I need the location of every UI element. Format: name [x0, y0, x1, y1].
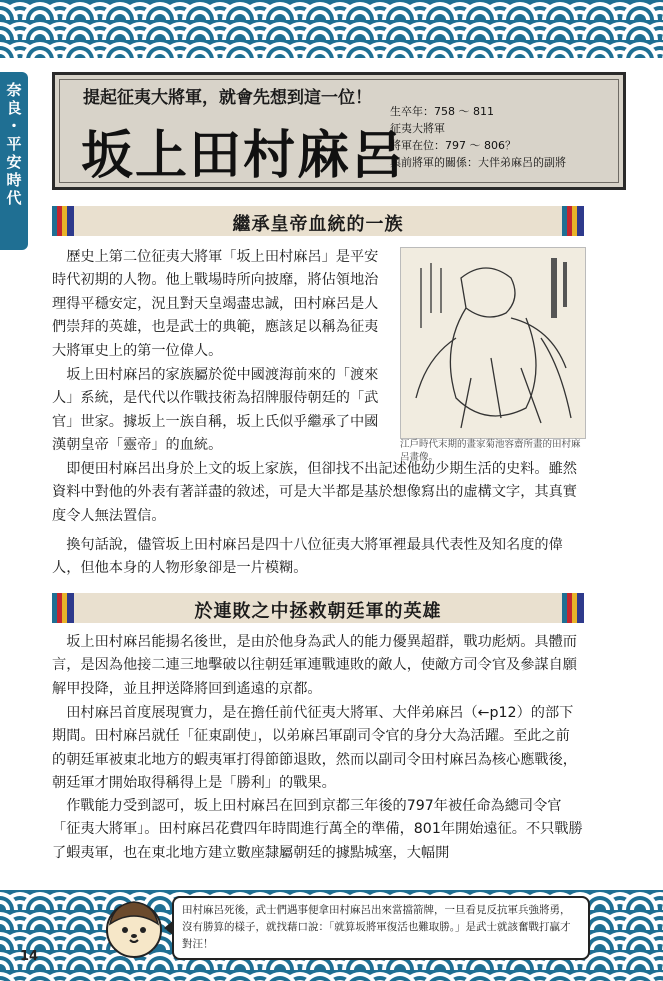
- title-box: [52, 72, 626, 190]
- paragraph: 作戰能力受到認可，坂上田村麻呂在回到京都三年後的797年被任命為總司令官「征夷大將軍」。田村麻呂花費四年時間進行萬全的準備，801年開始遠征。不只戰勝了蝦夷軍，也在東北地方建立數座隸屬朝廷的據點城塞，大幅開: [52, 798, 583, 861]
- section-heading-1: [52, 206, 584, 236]
- shogun-name: 坂上田村麻呂: [81, 125, 406, 186]
- page-number: 14: [20, 949, 39, 964]
- fact-lifespan: 生卒年：758 ～ 811: [390, 105, 494, 118]
- paragraph: 田村麻呂首度展現實力，是在擔任前代征夷大將軍、大伴弟麻呂（←p12）的部下期間。田村麻呂就任「征東副使」，以弟麻呂軍副司令官的身分大為活躍。至此之前的朝廷軍被東北地方的蝦夷軍打得節節退敗，然而以副司令田村麻呂為核心應戰後，朝廷軍才開始取得稱得上是「勝利」的戰果。: [52, 705, 577, 792]
- paragraph: 坂上田村麻呂的家族屬於從中國渡海前來的「渡來人」系統，是代代以作戰技術為招牌服侍朝廷的「武官」世家。據坂上一族自稱，坂上氏似乎繼承了中國漢朝皇帝「靈帝」的血統。: [52, 367, 379, 454]
- paragraph: 換句話說，儘管坂上田村麻呂是四十八位征夷大將軍裡最具代表性及知名度的偉人，但他本身的人物形象卻是一片模糊。: [52, 537, 563, 577]
- dog-mascot-icon: [102, 896, 166, 960]
- era-side-tab: [0, 72, 28, 250]
- section-title: 於連敗之中拯救朝廷軍的英雄: [194, 601, 442, 622]
- portrait-illustration: [400, 247, 586, 439]
- fact-reign: 將軍在位：797 ～ 806？: [390, 139, 516, 152]
- wave-pattern-top: [0, 0, 663, 58]
- tagline: 提起征夷大將軍，就會先想到這一位！: [83, 88, 372, 108]
- section-heading-2: [52, 593, 584, 623]
- paragraph: 坂上田村麻呂能揚名後世，是由於他身為武人的能力優異超群，戰功彪炳。具體而言，是因為他接二連三地擊破以往朝廷軍連戰連敗的敵人，使敵方司令官及參謀自願解甲投降，並且押送降將回到遙遠的京都。: [52, 634, 577, 697]
- fact-relation: 與前將軍的關係：大伴弟麻呂的副將: [390, 156, 566, 169]
- warrior-portrait-image: [401, 248, 585, 438]
- paragraph: 歷史上第二位征夷大將軍「坂上田村麻呂」是平安時代初期的人物。他上戰場時所向披靡，將佔領地治理得平穩安定，況且對天皇竭盡忠誠，田村麻呂是人們崇拜的英雄，也是武士的典範，應該足以稱為征夷大將軍史上的第一位偉人。: [52, 249, 379, 359]
- stripe-decoration: [562, 206, 584, 236]
- facts-list: [390, 103, 566, 171]
- speech-bubble: [172, 896, 590, 960]
- fact-title: 征夷大將軍: [390, 122, 445, 135]
- image-caption: 江戶時代末期的畫家菊池容齋所畫的田村麻呂畫像。: [400, 439, 581, 463]
- section-title: 繼承皇帝血統的一族: [232, 214, 404, 235]
- bubble-text: 田村麻呂死後，武士們遇事便拿田村麻呂出來當擋箭牌，一旦看見反抗軍兵強將勇，沒有勝算的樣子，就找藉口說：「就算坂將軍復活也難取勝。」是武士就該奮戰打贏才對汪！: [182, 904, 571, 950]
- stripe-decoration: [562, 593, 584, 623]
- era-label: 奈良・平安時代: [4, 82, 23, 208]
- paragraph: 即便田村麻呂出身於上文的坂上家族，但卻找不出記述他幼少期生活的史料。雖然資料中對他的外表有著詳盡的敘述，可是大半都是基於想像寫出的虛構文字，其真實度令人無法置信。: [52, 461, 577, 524]
